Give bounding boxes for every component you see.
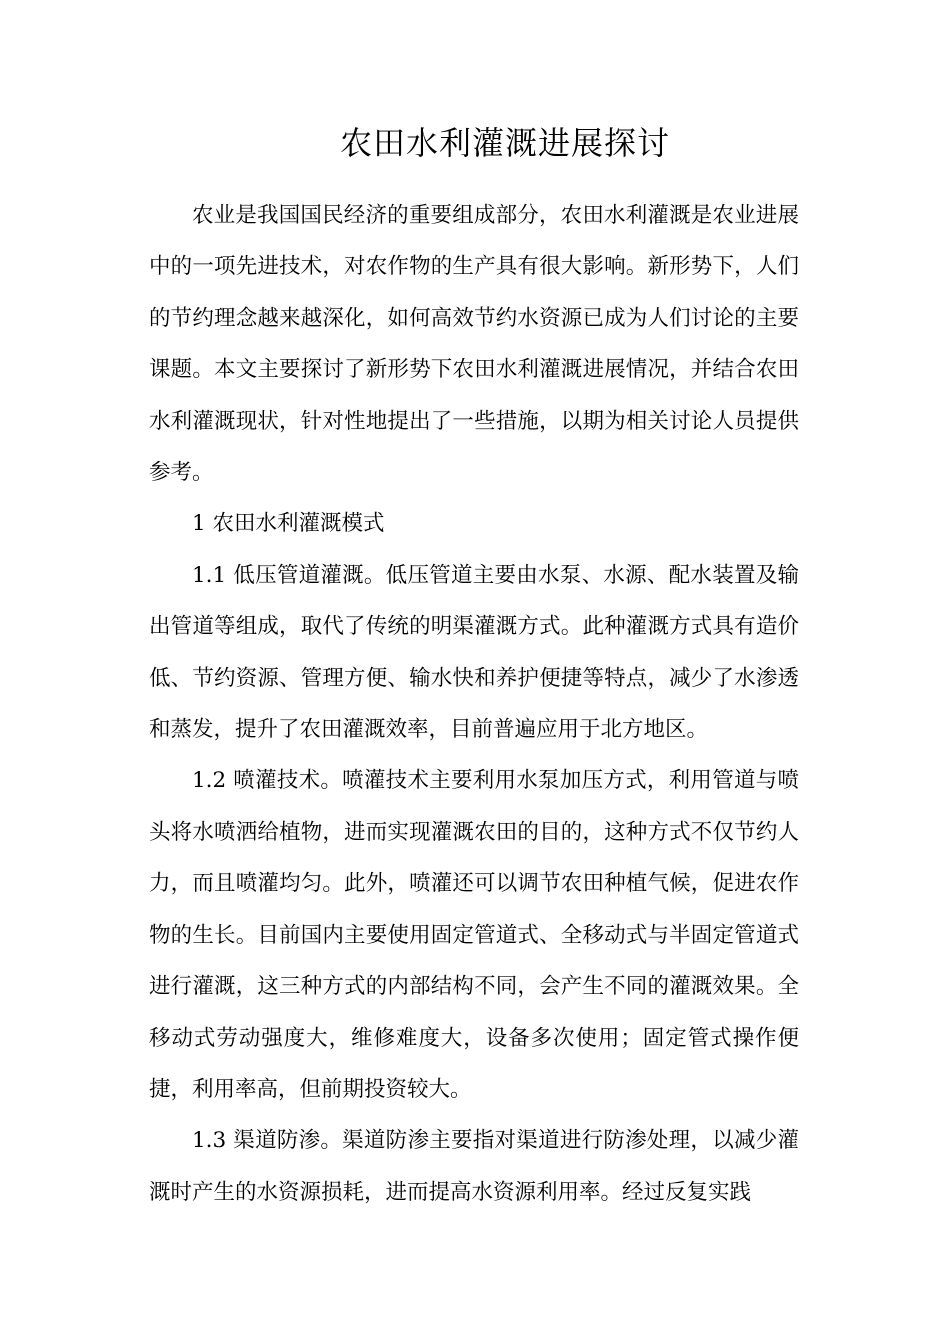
section-heading-1: 1 农田水利灌溉模式: [192, 511, 385, 537]
document-body: [149, 190, 799, 1218]
paragraph-abstract: 农业是我国国民经济的重要组成部分，农田水利灌溉是农业进展中的一项先进技术，对农作物的生产具有很大影响。新形势下，人们的节约理念越来越深化，如何高效节约水资源已成为人们讨论的主要课题。本文主要探讨了新形势下农田水利灌溉进展情况，并结合农田水利灌溉现状，针对性地提出了一些措施，以期为相关讨论人员提供参考。: [149, 203, 799, 486]
document-title: 农田水利灌溉进展探讨: [339, 124, 670, 162]
paragraph-1-3: 1.3 渠道防渗。渠道防渗主要指对渠道进行防渗处理，以减少灌溉时产生的水资源损耗，进而提高水资源利用率。经过反复实践: [149, 1128, 799, 1205]
paragraph-1-2: 1.2 喷灌技术。喷灌技术主要利用水泵加压方式，利用管道与喷头将水喷洒给植物，进而实现灌溉农田的目的，这种方式不仅节约人力，而且喷灌均匀。此外，喷灌还可以调节农田种植气候，促进农作物的生长。目前国内主要使用固定管道式、全移动式与半固定管道式进行灌溉，这三种方式的内部结构不同，会产生不同的灌溉效果。全移动式劳动强度大，维修难度大，设备多次使用；固定管式操作便捷，利用率高，但前期投资较大。: [149, 768, 799, 1102]
paragraph-1-1: 1.1 低压管道灌溉。低压管道主要由水泵、水源、配水装置及输出管道等组成，取代了传统的明渠灌溉方式。此种灌溉方式具有造价低、节约资源、管理方便、输水快和养护便捷等特点，减少了水渗透和蒸发，提升了农田灌溉效率，目前普遍应用于北方地区。: [149, 562, 799, 743]
